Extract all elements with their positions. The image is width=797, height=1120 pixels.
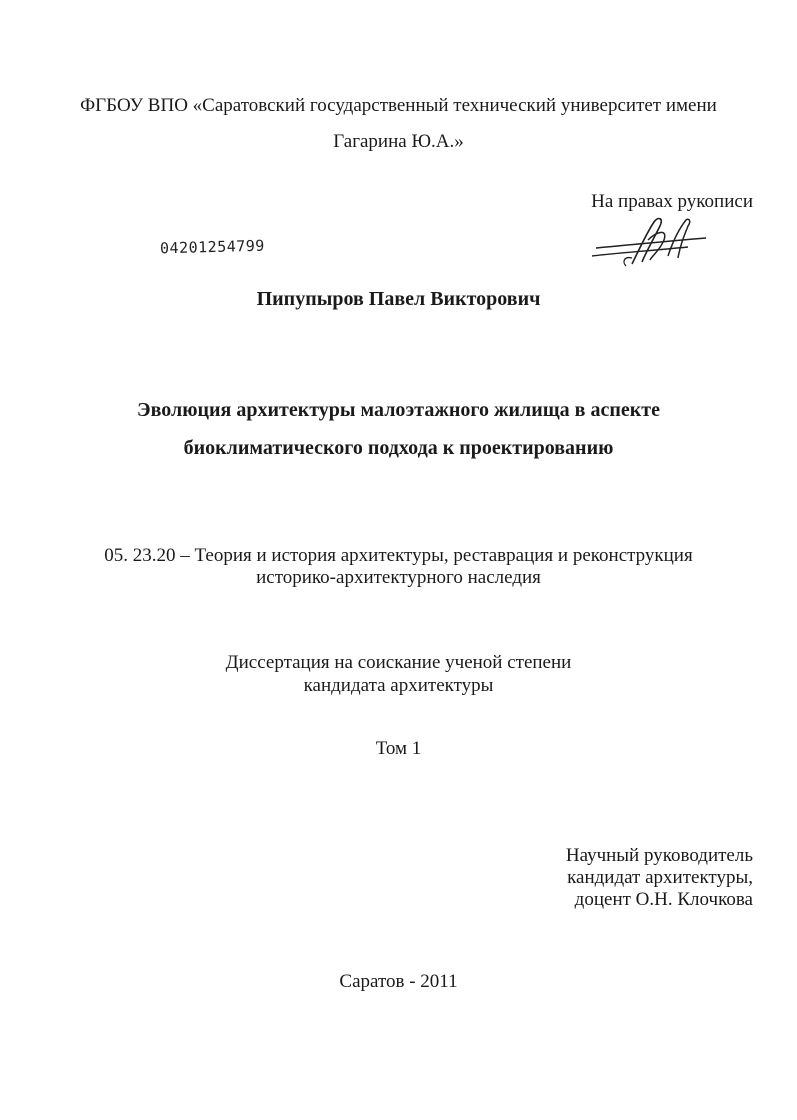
specialty-line-1: 05. 23.20 – Теория и история архитектуры, реставрация и реконструкция <box>104 545 693 566</box>
manuscript-note: На правах рукописи <box>591 191 753 212</box>
supervisor-degree: кандидат архитектуры, <box>567 867 753 888</box>
author-name: Пипупыров Павел Викторович <box>256 288 541 310</box>
institution-line-1: ФГБОУ ВПО «Саратовский государственный технический университет имени <box>80 95 717 116</box>
supervisor-name: доцент О.Н. Клочкова <box>574 889 753 910</box>
city-year: Саратов - 2011 <box>339 971 458 992</box>
degree-line-1: Диссертация на соискание ученой степени <box>225 652 572 673</box>
institution-line-2: Гагарина Ю.А.» <box>333 131 464 152</box>
volume-label: Том 1 <box>375 738 422 759</box>
title-line-1: Эволюция архитектуры малоэтажного жилища в аспекте <box>137 399 660 421</box>
degree-line-2: кандидата архитектуры <box>303 675 494 696</box>
specialty-line-2: историко-архитектурного наследия <box>256 567 541 588</box>
supervisor-title: Научный руководитель <box>565 845 753 866</box>
archive-number-stamp: 04201254799 <box>159 236 266 258</box>
signature-image <box>588 212 712 274</box>
title-line-2: биоклиматического подхода к проектированию <box>183 437 614 459</box>
